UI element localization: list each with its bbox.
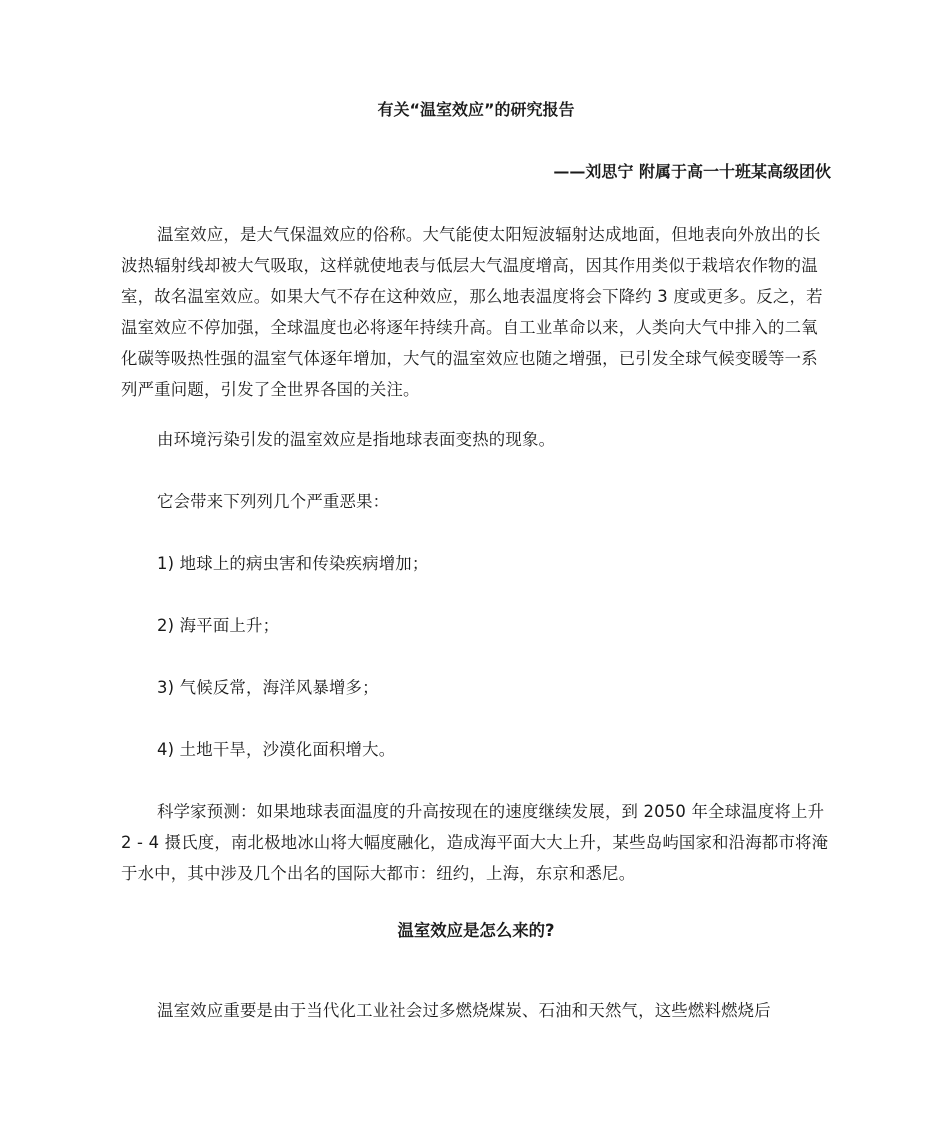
document-title: 有关“温室效应”的研究报告 bbox=[377, 100, 575, 119]
paragraph-definition: 由环境污染引发的温室效应是指地球表面变热的现象。 bbox=[157, 430, 556, 449]
paragraph-intro: 温室效应，是大气保温效应的俗称。大气能使太阳短波辐射达成地面，但地表向外放出的长波热辐射线却被大气吸取，这样就使地表与低层大气温度增高，因其作用类似于栽培农作物的温室，故名温室效应。如果大气不存在这种效应，那么地表温度将会下降约 3 度或更多。反之，若温室效应不停加强，全球温度也必将逐年持续升高。自工业革命以来，人类向大气中排入的二氧化碳等吸热性强的温室气体逐年增加，大气的温室效应也随之增强，已引发全球气候变暖等一系列严重问题，引发了全世界各国的关注。 bbox=[121, 225, 823, 399]
paragraph-prediction: 科学家预测：如果地球表面温度的升高按现在的速度继续发展，到 2050 年全球温度将上升 2 - 4 摄氏度，南北极地冰山将大幅度融化，造成海平面大大上升，某些岛屿国家和沿海都市将淹于水中，其中涉及几个出名的国际大都市：纽约，上海，东京和悉尼。 bbox=[121, 802, 829, 883]
list-item-consequence-4: 4) 土地干旱，沙漠化面积增大。 bbox=[157, 740, 396, 759]
list-item-consequence-3: 3) 气候反常，海洋风暴增多； bbox=[157, 678, 379, 697]
document-byline: ——刘思宁 附属于高一十班某高级团伙 bbox=[553, 162, 831, 181]
paragraph-cause: 温室效应重要是由于当代化工业社会过多燃烧煤炭、石油和天然气，这些燃料燃烧后 bbox=[157, 1001, 771, 1020]
section-heading: 温室效应是怎么来的? bbox=[397, 921, 555, 940]
list-item-consequence-1: 1) 地球上的病虫害和传染疾病增加； bbox=[157, 554, 429, 573]
paragraph-consequences-lead: 它会带来下列列几个严重恶果： bbox=[157, 492, 390, 511]
list-item-consequence-2: 2) 海平面上升； bbox=[157, 616, 280, 635]
document-page bbox=[121, 0, 831, 1129]
